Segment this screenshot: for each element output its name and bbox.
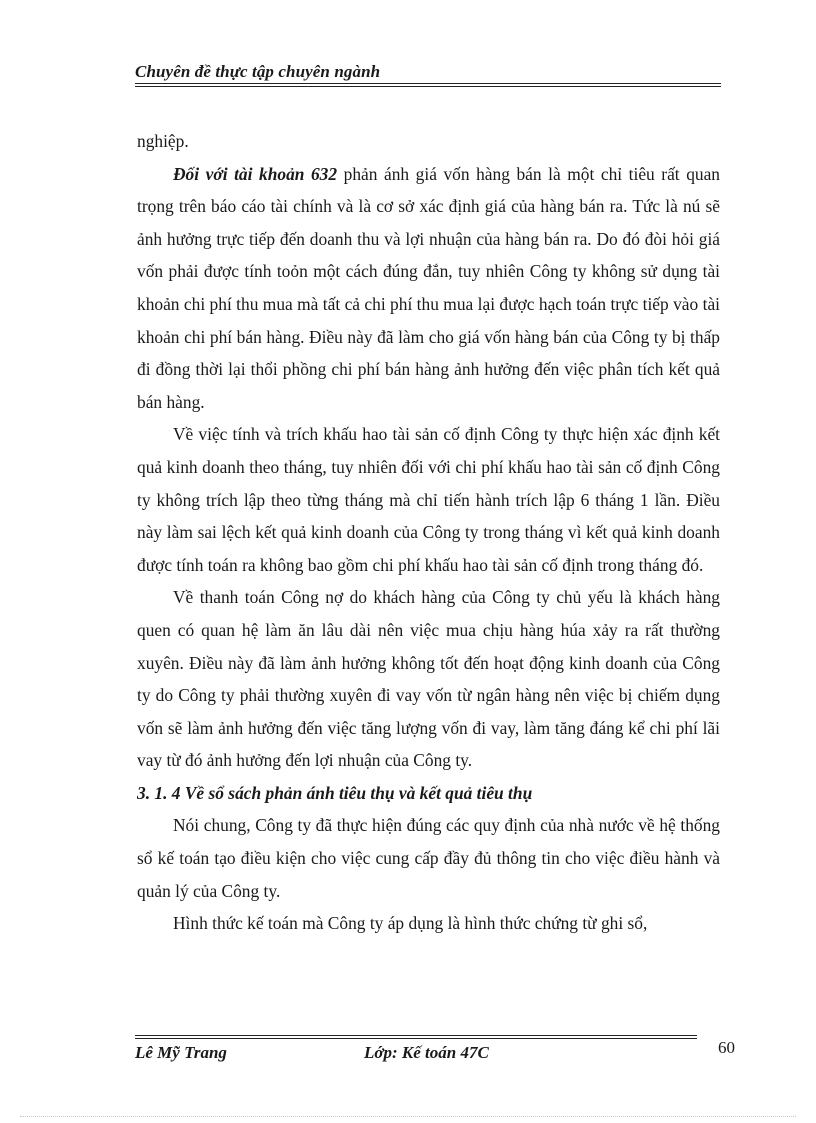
paragraph-continuation: nghiệp. [137, 131, 189, 151]
paragraph-lead-term: Đối với tài khoản 632 [173, 163, 338, 184]
section-heading: 3. 1. 4 Về sổ sách phản ánh tiêu thụ và kết quả tiêu thụ [137, 782, 533, 803]
paragraph-text: phản ánh giá vốn hàng bán là một chỉ tiêu rất quan trọng trên báo cáo tài chính và là cơ sở xác định giá của hàng bán ra. Tức là nú sẽ ảnh hưởng trực tiếp đến doanh thu và lợi nhuận của hàng bán ra. Do đó đòi hỏi giá vốn phải được tính toỏn một cách đúng đắn, tuy nhiên Công ty không sử dụng tài khoản chi phí thu mua mà tất cả chi phí thu mua lại được hạch toán trực tiếp vào tài khoản chi phí bán hàng. Điều này đã làm cho giá vốn hàng bán của Công ty bị thấp đi đồng thời lại thổi phồng chi phí bán hàng ảnh hưởng đến việc phân tích kết quả bán hàng. [137, 163, 721, 412]
footer-class: Lớp: Kế toán 47C [364, 1043, 489, 1062]
page-number: 60 [718, 1038, 735, 1057]
document-body [137, 125, 720, 940]
paragraph-depreciation: Về việc tính và trích khấu hao tài sản cố định Công ty thực hiện xác định kết quả kinh doanh theo tháng, tuy nhiên đối với chi phí khấu hao tài sản cố định Công ty không trích lập theo từng tháng mà chỉ tiến hành trích lập 6 tháng 1 lần. Điều này làm sai lệch kết quả kinh doanh của Công ty trong tháng vì kết quả kinh doanh được tính toán ra không bao gồm chi phí khấu hao tài sản cố định trong tháng đó. [137, 424, 720, 575]
page-header-title: Chuyên đề thực tập chuyên ngành [135, 62, 381, 81]
footer-divider [135, 1035, 697, 1039]
paragraph-accounting-form: Hình thức kế toán mà Công ty áp dụng là hình thức chứng từ ghi sổ, [173, 913, 648, 934]
header-divider [135, 83, 721, 87]
page-bottom-border [20, 1116, 796, 1117]
paragraph-general: Nói chung, Công ty đã thực hiện đúng các quy định của nhà nước về hệ thống sổ kế toán tạo điều kiện cho việc cung cấp đầy đủ thông tin cho việc điều hành và quản lý của Công ty. [137, 815, 720, 901]
paragraph-account-632 [137, 158, 720, 419]
paragraph-debt-payment: Về thanh toán Công nợ do khách hàng của Công ty chủ yếu là khách hàng quen có quan hệ làm ăn lâu dài nên việc mua chịu hàng húa xảy ra rất thường xuyên. Điều này đã làm ảnh hưởng không tốt đến hoạt động kinh doanh của Công ty do Công ty phải thường xuyên đi vay vốn từ ngân hàng nên việc bị chiếm dụng vốn sẽ làm ảnh hưởng đến việc tăng lượng vốn đi vay, làm tăng đáng kể chi phí lãi vay từ đó ảnh hưởng đến lợi nhuận của Công ty. [137, 587, 720, 771]
footer-author: Lê Mỹ Trang [135, 1043, 227, 1062]
